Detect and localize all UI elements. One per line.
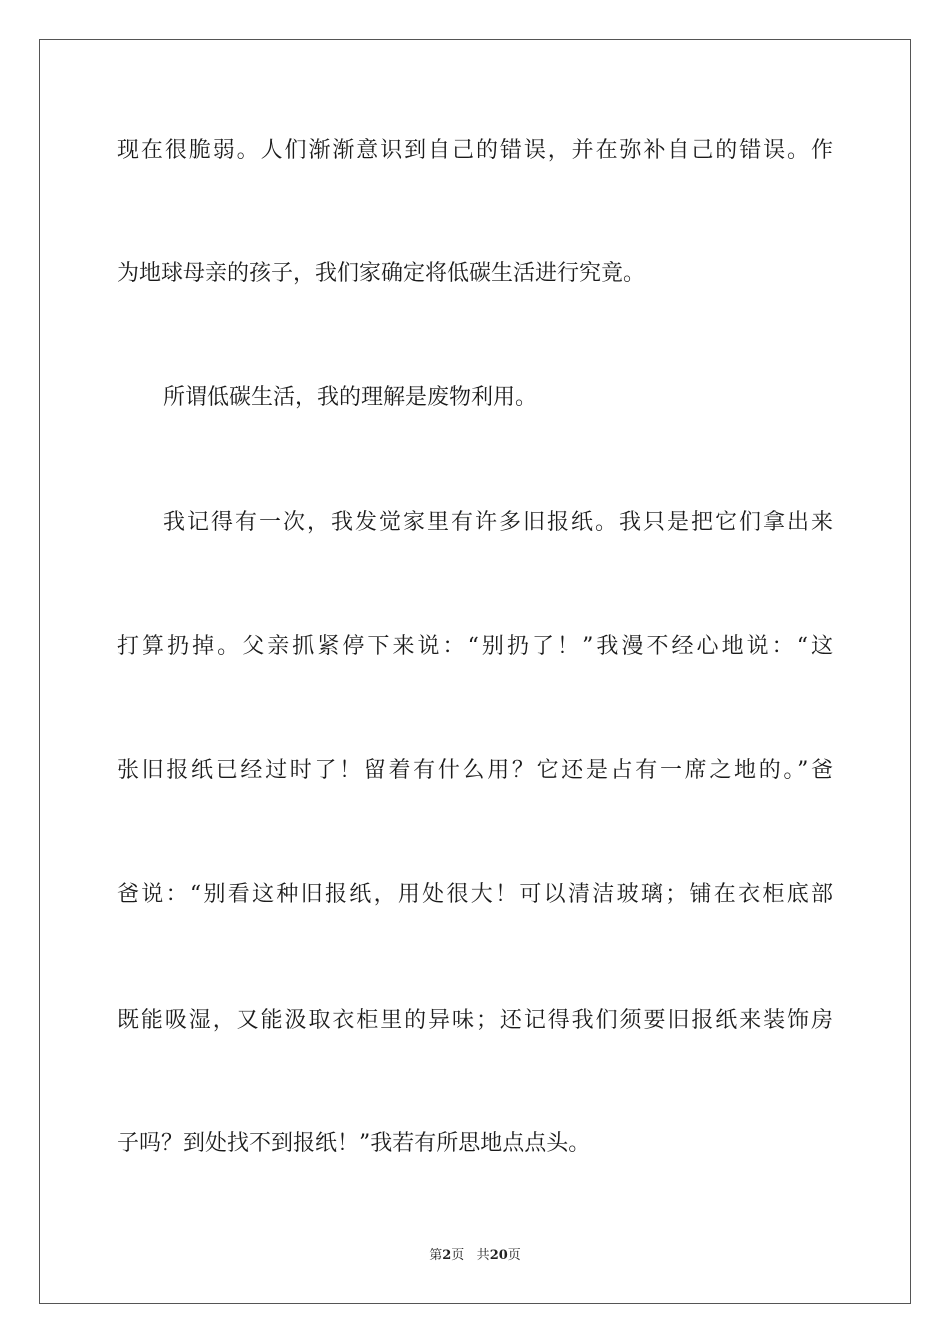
text-line-8: 既能吸湿，又能汲取衣柜里的异味；还记得我们须要旧报纸来装饰房: [117, 1008, 833, 1033]
text-line-4: 我记得有一次，我发觉家里有许多旧报纸。我只是把它们拿出来: [163, 510, 833, 535]
text-line-1: 现在很脆弱。人们渐渐意识到自己的错误，并在弥补自己的错误。作: [117, 138, 833, 163]
text-line-9: 子吗？到处找不到报纸！”我若有所思地点点头。: [117, 1131, 591, 1156]
total-suffix: 页: [507, 1248, 521, 1263]
text-line-3: 所谓低碳生活，我的理解是废物利用。: [163, 385, 538, 410]
total-pages: 20: [489, 1248, 508, 1263]
page-prefix: 第: [429, 1248, 443, 1263]
total-prefix: 共: [476, 1248, 490, 1263]
text-line-5: 打算扔掉。父亲抓紧停下来说：“别扔了！”我漫不经心地说：“这: [117, 634, 833, 659]
text-line-7: 爸说：“别看这种旧报纸，用处很大！可以清洁玻璃；铺在衣柜底部: [117, 882, 833, 907]
text-line-2: 为地球母亲的孩子，我们家确定将低碳生活进行究竟。: [117, 261, 646, 286]
text-line-6: 张旧报纸已经过时了！留着有什么用？它还是占有一席之地的。”爸: [117, 758, 833, 783]
page-footer: [0, 1247, 950, 1265]
page-number: 2: [442, 1248, 452, 1263]
page-suffix: 页: [451, 1248, 465, 1263]
page-border: [39, 39, 911, 1304]
